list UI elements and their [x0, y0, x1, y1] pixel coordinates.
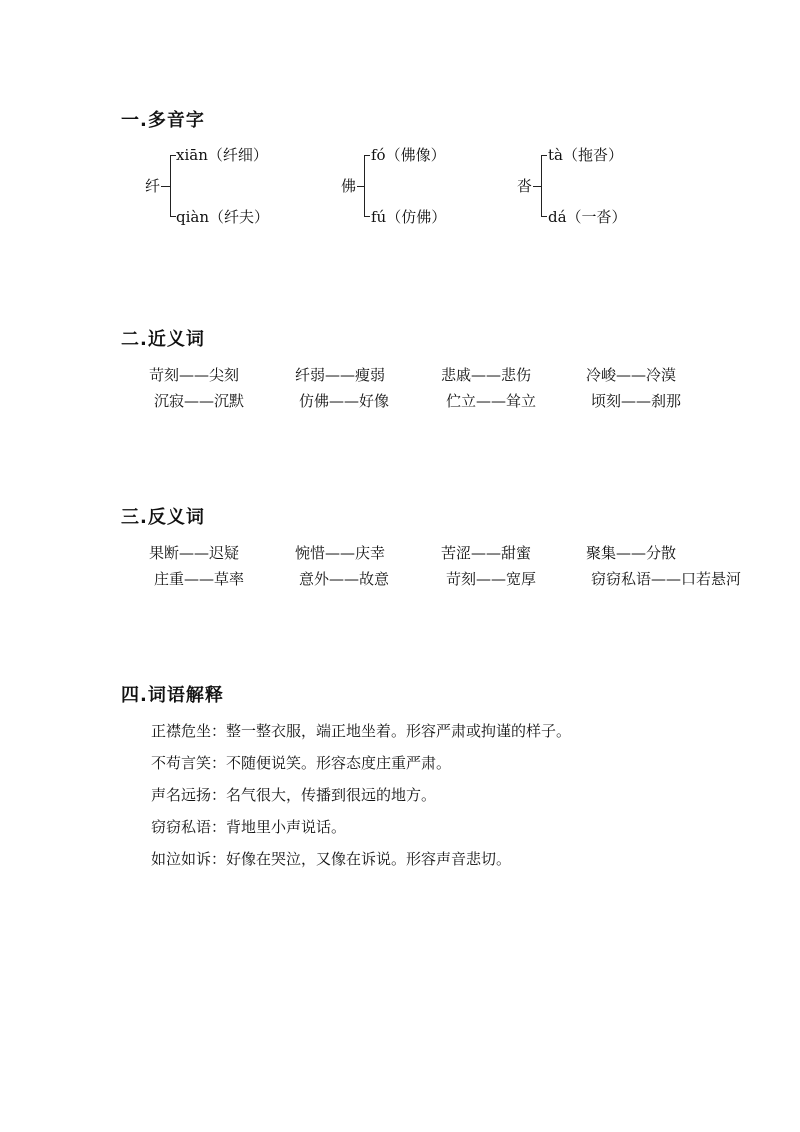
antonym-pair: 窃窃私语——口若悬河: [591, 570, 742, 588]
antonym-pair: 庄重——草率: [154, 570, 245, 588]
antonym-pair: 聚集——分散: [586, 544, 677, 562]
definition-item: 不苟言笑：不随便说笑。形容态度庄重严肃。: [151, 754, 452, 772]
synonym-pair: 仿佛——好像: [299, 392, 390, 410]
section-title-synonyms: 二.近义词: [121, 329, 205, 350]
bracket-bottom-arm: [364, 216, 370, 217]
definition-item: 正襟危坐：整一整衣服，端正地坐着。形容严肃或拘谨的样子。: [151, 722, 572, 740]
synonym-pair: 伫立——耸立: [446, 392, 537, 410]
synonym-pair: 沉寂——沉默: [154, 392, 245, 410]
bracket-stem: [161, 186, 170, 187]
antonym-pair: 苛刻——宽厚: [446, 570, 537, 588]
bracket-vertical: [364, 155, 365, 217]
bracket-stem: [357, 186, 364, 187]
bracket-stem: [533, 186, 541, 187]
polyphonic-char: 沓: [517, 177, 533, 195]
bracket-top-arm: [541, 155, 547, 156]
definition-item: 窃窃私语：背地里小声说话。: [151, 818, 347, 836]
section-title-polyphonic: 一.多音字: [121, 110, 205, 131]
section-title-definitions: 四.词语解释: [121, 685, 224, 706]
antonym-pair: 惋惜——庆幸: [295, 544, 386, 562]
definition-item: 如泣如诉：好像在哭泣，又像在诉说。形容声音悲切。: [151, 850, 512, 868]
synonym-pair: 纤弱——瘦弱: [295, 366, 386, 384]
synonym-pair: 苛刻——尖刻: [149, 366, 240, 384]
reading-top: tà（拖沓）: [548, 146, 623, 164]
synonym-pair: 悲戚——悲伤: [441, 366, 532, 384]
reading-top: fó（佛像）: [371, 146, 446, 164]
reading-bottom: fú（仿佛）: [371, 208, 447, 226]
section-title-antonyms: 三.反义词: [121, 507, 205, 528]
reading-bottom: qiàn（纤夫）: [176, 208, 270, 226]
bracket-bottom-arm: [541, 216, 547, 217]
definition-item: 声名远扬：名气很大，传播到很远的地方。: [151, 786, 437, 804]
bracket-top-arm: [364, 155, 370, 156]
polyphonic-char: 纤: [145, 177, 161, 195]
antonym-pair: 苦涩——甜蜜: [441, 544, 532, 562]
antonym-pair: 果断——迟疑: [149, 544, 240, 562]
reading-top: xiān（纤细）: [176, 146, 268, 164]
bracket-vertical: [541, 155, 542, 217]
bracket-vertical: [170, 155, 171, 217]
reading-bottom: dá（一沓）: [548, 208, 627, 226]
synonym-pair: 顷刻——刹那: [591, 392, 682, 410]
antonym-pair: 意外——故意: [299, 570, 390, 588]
polyphonic-char: 佛: [341, 177, 357, 195]
synonym-pair: 冷峻——冷漠: [586, 366, 677, 384]
